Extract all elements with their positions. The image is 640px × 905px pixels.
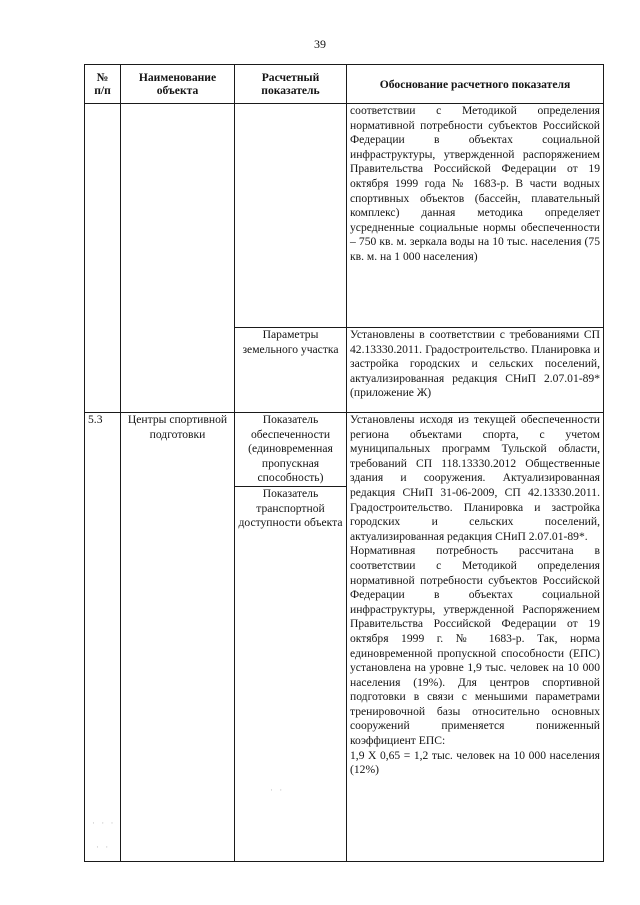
page-number: 39 bbox=[314, 37, 326, 51]
header-name: Наименование объекта bbox=[121, 65, 235, 104]
table-row-continuation bbox=[85, 104, 604, 328]
justification-paragraph-1: Установлены исходя из текущей обеспеченности региона объектами спорта, с учетом муниципальных программ Тульской области, требований СП 118.13330.2012 Общественные здания и сооружения. Актуализированная редакция СНиП 31-06-2009, СП 42.13330.2011. Градостроительство. Планировка и застройка городских и сельских поселений, актуализированная редакция СНиП 2.07.01-89*. bbox=[350, 413, 600, 543]
cell-num-5-3: 5.3 bbox=[85, 413, 121, 862]
table-header-row bbox=[85, 65, 604, 104]
cell-indicator-land: Параметры земельного участка bbox=[235, 328, 347, 413]
cell-justification-5-3 bbox=[347, 413, 604, 862]
cell-indicator-capacity: Показатель обеспеченности (единовременная пропускная способность) bbox=[235, 413, 347, 487]
cell-justification-land: Установлены в соответствии с требованиями СП 42.13330.2011. Градостроительство. Планировка и застройка городских и сельских поселений, актуализированная редакция СНиП 2.07.01-89* (приложение Ж) bbox=[347, 328, 604, 413]
header-justification: Обоснование расчетного показателя bbox=[347, 65, 604, 104]
header-num: № п/п bbox=[85, 65, 121, 104]
cell-indicator-transport: Показатель транспортной доступности объекта bbox=[235, 486, 347, 861]
cell-indicator bbox=[235, 104, 347, 328]
cell-justification-continuation: соответствии с Методикой определения нормативной потребности субъектов Российской Федерации в объектах социальной инфраструктуры, утвержденной распоряжением Правительства Российской Федерации от 19 октября 1999 года № 1683-р. В части водных спортивных объектов (бассейн, плавательный комплекс) данная методика определяет усредненные социальные нормы обеспеченности – 750 кв. м. зеркала воды на 10 тыс. населения (75 кв. м. на 1 000 населения) bbox=[347, 104, 604, 328]
cell-name bbox=[121, 104, 235, 413]
scan-noise: · · · bbox=[92, 818, 116, 828]
scan-noise: · · bbox=[270, 785, 285, 795]
cell-num bbox=[85, 104, 121, 413]
scan-noise: · · bbox=[96, 842, 111, 852]
cell-name-5-3: Центры спортивной подготовки bbox=[121, 413, 235, 862]
standards-table bbox=[84, 64, 604, 862]
justification-paragraph-3: 1,9 Х 0,65 = 1,2 тыс. человек на 10 000 населения (12%) bbox=[350, 748, 600, 777]
header-indicator: Расчетный показатель bbox=[235, 65, 347, 104]
table-row-5-3 bbox=[85, 413, 604, 487]
justification-paragraph-2: Нормативная потребность рассчитана в соответствии с Методикой определения нормативной потребности субъектов Российской Федерации в объектах социальной инфраструктуры, утвержденной Распоряжением Правительства Российской Федерации от 19 октября 1999 г. № 1683-р. Так, норма единовременной пропускной способности (ЕПС) установлена на уровне 1,9 тыс. человек на 10 000 населения (19%). Для центров спортивной подготовки в связи с меньшими параметрами тренировочной базы относительно основных сооружений применяется пониженный коэффициент ЕПС: bbox=[350, 544, 600, 748]
